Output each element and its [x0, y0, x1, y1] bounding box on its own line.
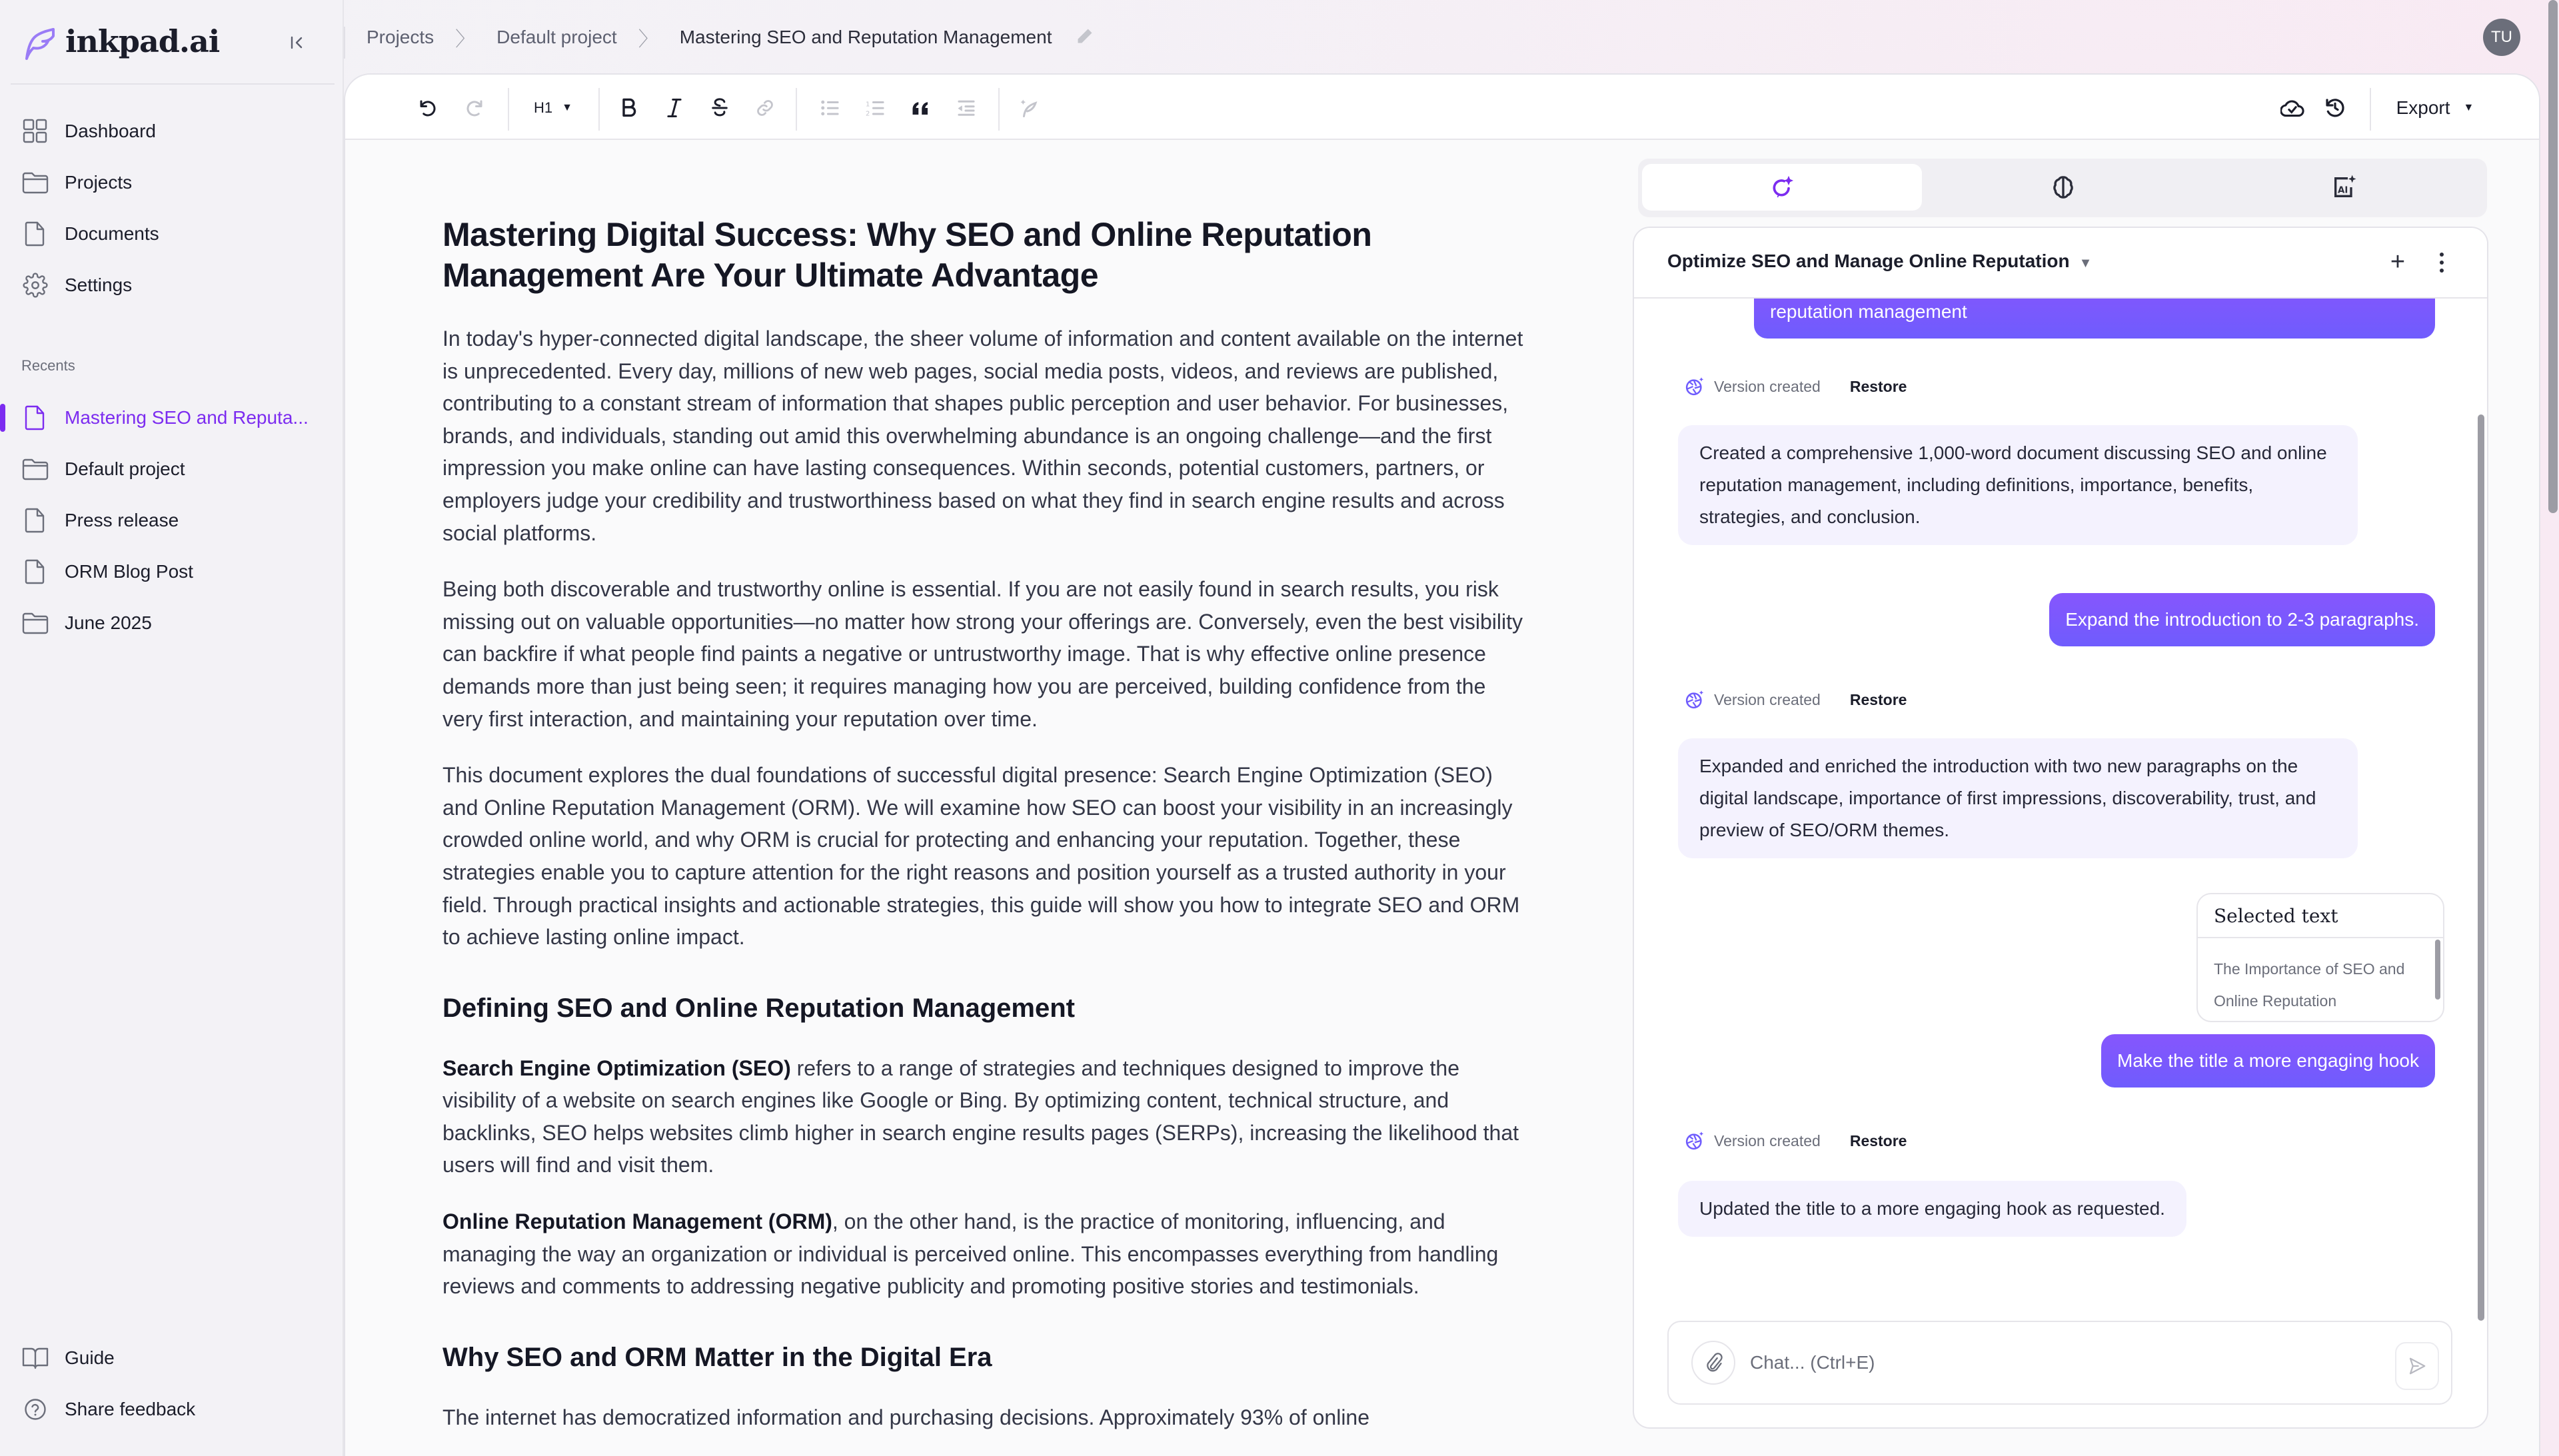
message-text: Expand the introduction to 2-3 paragraphs. [2065, 609, 2419, 630]
grid-icon [21, 117, 49, 145]
sidebar-item-guide[interactable] [0, 1338, 340, 1378]
paragraph[interactable] [442, 1052, 1529, 1181]
cloud-saved-button[interactable] [2278, 95, 2307, 121]
message-text: Created a comprehensive 1,000-word document discussing SEO and online reputation management, including definitions, importance, benefits, strategies, and conclusion. [1699, 442, 2327, 527]
toolbar-separator [598, 88, 600, 131]
paragraph[interactable]: Being both discoverable and trustworthy online is essential. If you are not easily found in search results, you risk missing out on valuable opportunities—no matter how strong your offerings are. Conversely, even the best visibility can backfire if what people find paints a negative or untrustworthy image. That is why effective online presence demands more than just being seen; it requires managing how you are perceived, building confidence from the very first interaction, and maintaining your reputation over time. [442, 577, 1523, 731]
tab-brain[interactable] [1923, 164, 2203, 211]
heading-level-dropdown[interactable] [526, 95, 580, 121]
recent-item-orm-blog-post[interactable] [0, 552, 340, 592]
quote-icon [911, 99, 931, 117]
recent-item-label: Default project [65, 458, 185, 479]
svg-text:2: 2 [866, 110, 870, 117]
file-icon [21, 506, 49, 534]
ai-image-icon [2331, 174, 2358, 201]
heading-level-value: H1 [534, 99, 553, 116]
user-message [2101, 1034, 2435, 1088]
version-created-row [1685, 686, 1907, 713]
toolbar-separator [508, 88, 509, 131]
send-button[interactable] [2395, 1342, 2439, 1390]
recent-item-label: Press release [65, 510, 179, 530]
recent-item-press-release[interactable] [0, 500, 340, 540]
sidebar-divider [11, 83, 335, 85]
editor-toolbar [345, 75, 2539, 140]
blockquote-button[interactable] [908, 95, 934, 121]
message-text: reputation management [1770, 301, 1967, 322]
version-label: Version created [1714, 690, 1821, 708]
bold-button[interactable] [616, 95, 642, 121]
undo-button[interactable] [415, 95, 441, 121]
link-icon [756, 99, 774, 117]
send-icon [2407, 1355, 2427, 1377]
recent-item-june-2025[interactable] [0, 603, 340, 643]
breadcrumb-current-document: Mastering SEO and Reputation Management [679, 27, 1052, 47]
toolbar-separator [796, 88, 797, 131]
sidebar-item-documents[interactable] [0, 214, 340, 254]
caret-down-icon: ▼ [2079, 256, 2093, 271]
document-content[interactable] [442, 215, 1529, 1456]
recent-item-label: June 2025 [65, 612, 152, 633]
user-avatar[interactable]: TU [2483, 19, 2520, 56]
numbered-list-button[interactable] [862, 95, 889, 121]
selected-text-scrollbar[interactable] [2435, 940, 2440, 1000]
history-icon [2324, 97, 2346, 119]
folder-icon [21, 169, 49, 197]
restore-button[interactable]: Restore [1849, 377, 1907, 395]
redo-icon [464, 98, 484, 118]
redo-button[interactable] [461, 95, 488, 121]
sidebar-item-share-feedback[interactable] [0, 1389, 340, 1429]
tab-ai-image[interactable] [2204, 164, 2484, 211]
conversation-selector[interactable] [1667, 251, 2092, 272]
version-label: Version created [1714, 1131, 1821, 1149]
undo-icon [418, 98, 438, 118]
chat-input[interactable] [1750, 1347, 2336, 1378]
caret-down-icon: ▼ [2463, 102, 2474, 113]
numbered-list-icon [866, 99, 886, 117]
more-options-button[interactable] [2434, 249, 2450, 276]
selected-text-title: Selected text [2198, 894, 2443, 938]
refresh-sparkle-icon [1769, 174, 1795, 201]
chevron-right-icon: 〉 [455, 29, 476, 51]
cloud-check-icon [2280, 98, 2304, 118]
file-icon [21, 558, 49, 586]
plus-icon: + [2390, 248, 2406, 276]
breadcrumb-default-project[interactable]: Default project [496, 27, 617, 47]
sidebar-item-label: Projects [65, 172, 133, 193]
restore-button[interactable]: Restore [1849, 1131, 1907, 1149]
gear-icon [21, 271, 49, 299]
strikethrough-button[interactable] [706, 95, 733, 121]
bold-icon [620, 97, 638, 119]
caret-down-icon: ▼ [562, 102, 572, 113]
paragraph[interactable]: In today's hyper-connected digital landscape, the sheer volume of information and content available on the internet is unprecedented. Every day, millions of new web pages, social media posts, videos, and reviews are published, contributing to a constant stream of information that shapes public perception and user behavior. For businesses, brands, and individuals, standing out amid this overwhelming abundance is an ongoing challenge—and the first impression you make online can have lasting consequences. Within seconds, potential customers, partners, or employers judge your credibility and trustworthiness based on what they find in search engine results and across social platforms. [442, 327, 1523, 545]
italic-icon [665, 97, 684, 119]
export-dropdown[interactable] [2388, 95, 2482, 121]
section-heading[interactable]: Why SEO and ORM Matter in the Digital Era [442, 1342, 992, 1372]
toolbar-separator [998, 88, 1000, 131]
assistant-message [1678, 738, 2358, 858]
sidebar-item-label: Documents [65, 223, 159, 244]
version-created-row [1685, 373, 1907, 400]
sidebar [0, 0, 344, 1456]
ai-write-button[interactable] [1016, 95, 1042, 121]
chat-messages[interactable] [1634, 299, 2487, 1311]
chat-composer [1667, 1321, 2452, 1405]
attach-button[interactable] [1691, 1341, 1735, 1385]
sidebar-item-label: Guide [65, 1347, 115, 1368]
file-icon [21, 404, 49, 432]
selected-text-content: The Importance of SEO and Online Reputation [2214, 960, 2405, 1010]
new-chat-button[interactable] [2384, 249, 2411, 276]
section-heading[interactable]: Defining SEO and Online Reputation Management [442, 993, 1075, 1023]
message-text: Make the title a more engaging hook [2117, 1050, 2419, 1071]
restore-button[interactable]: Restore [1849, 690, 1907, 708]
assistant-message [1678, 425, 2358, 545]
outdent-button[interactable] [953, 95, 980, 121]
recent-item-default-project[interactable] [0, 449, 340, 489]
feather-logo-icon [24, 21, 60, 61]
collapse-sidebar-button[interactable] [285, 31, 309, 55]
outdent-icon [956, 99, 976, 117]
sidebar-item-dashboard[interactable] [0, 111, 340, 151]
rename-pencil-icon[interactable] [1076, 27, 1094, 49]
breadcrumb-projects[interactable]: Projects [367, 27, 434, 47]
toolbar-separator [2370, 88, 2371, 131]
paragraph[interactable]: The internet has democratized information and purchasing decisions. Approximately 93% of online [442, 1405, 1370, 1429]
page-scrollbar[interactable] [2548, 0, 2558, 513]
bold-term: Search Engine Optimization (SEO) [442, 1056, 791, 1080]
paragraph[interactable]: This document explores the dual foundations of successful digital presence: Search Engine Optimization (SEO) and Online Reputation Management (ORM). We will examine how SEO can boost your visibility in an increasingly crowded online world, and why ORM is crucial for protecting and enhancing your reputation. Together, these strategies enable you to capture attention for the right reasons and position yourself as a trusted authority in your field. Through practical insights and actionable strategies, this guide will show you how to integrate SEO and ORM to achieve lasting online impact. [442, 763, 1520, 950]
version-aperture-icon [1685, 376, 1705, 396]
svg-text:AI: AI [2338, 185, 2348, 196]
paragraph[interactable] [442, 1205, 1529, 1303]
bullet-list-icon [820, 99, 840, 117]
version-label: Version created [1714, 377, 1821, 395]
paragraph-text: refers to a range of strategies and techniques designed to improve the visibility of a website on search engines like Google or Bing. By optimizing content, technical structure, and backlinks, SEO helps websites climb higher in search engine results pages (SERPs), increasing the likelihood that users will find and visit them. [442, 1056, 1519, 1177]
recent-item-label: ORM Blog Post [65, 561, 193, 582]
message-text: Expanded and enriched the introduction with two new paragraphs on the digital landscape, importance of first impressions, discoverability, trust, and preview of SEO/ORM themes. [1699, 756, 2316, 840]
bold-term: Online Reputation Management (ORM) [442, 1209, 832, 1234]
assistant-tabs [1638, 159, 2487, 217]
version-aperture-icon [1685, 1131, 1705, 1151]
user-message [2049, 593, 2435, 646]
sidebar-item-label: Settings [65, 275, 133, 295]
version-aperture-icon [1685, 690, 1705, 710]
file-icon [21, 220, 49, 248]
user-message [1754, 299, 2435, 339]
folder-icon [21, 455, 49, 483]
folder-icon [21, 609, 49, 637]
sidebar-item-projects[interactable] [0, 163, 340, 203]
sidebar-item-label: Dashboard [65, 121, 156, 141]
version-created-row [1685, 1127, 1907, 1154]
selected-text-card [2196, 893, 2444, 1022]
svg-text:1: 1 [866, 101, 870, 109]
kebab-menu-icon [2434, 249, 2450, 276]
recents-heading: Recents [21, 357, 75, 374]
version-history-button[interactable] [2320, 95, 2350, 121]
app-name: inkpad.ai [65, 23, 220, 59]
paragraph-text: , on the other hand, is the practice of monitoring, influencing, and managing the way an organization or individual is perceived online. This encompasses everything from handling reviews and comments to addressing negative publicity and promoting positive stories and testimonials. [442, 1209, 1499, 1299]
recent-item-label: Mastering SEO and Reputa... [65, 407, 309, 428]
sidebar-item-settings[interactable] [0, 265, 340, 305]
logo[interactable] [24, 21, 219, 61]
conversation-title: Optimize SEO and Manage Online Reputation [1667, 251, 2070, 271]
feather-sparkle-icon [1019, 98, 1039, 118]
collapse-left-icon [289, 35, 305, 51]
document-title[interactable]: Mastering Digital Success: Why SEO and Online Reputation Management Are Your Ultimate Advantage [442, 216, 1372, 294]
brain-icon [2050, 174, 2077, 201]
chat-header [1634, 228, 2487, 299]
topbar-divider [344, 27, 345, 59]
strikethrough-icon [710, 97, 729, 119]
chat-scrollbar[interactable] [2478, 414, 2484, 1321]
assistant-message [1678, 1181, 2186, 1237]
chat-panel [1633, 227, 2488, 1429]
sidebar-item-label: Share feedback [65, 1399, 196, 1419]
help-circle-icon [21, 1395, 49, 1423]
chevron-right-icon: 〉 [638, 29, 658, 51]
book-icon [21, 1344, 49, 1372]
link-button[interactable] [752, 95, 778, 121]
message-text: Updated the title to a more engaging hook as requested. [1699, 1198, 2165, 1219]
recent-item-mastering-seo[interactable] [0, 398, 340, 438]
italic-button[interactable] [661, 95, 688, 121]
breadcrumb [367, 0, 1094, 75]
bullet-list-button[interactable] [817, 95, 844, 121]
export-label: Export [2396, 97, 2450, 118]
tab-chat[interactable] [1642, 164, 1922, 211]
paperclip-icon [1704, 1352, 1723, 1373]
